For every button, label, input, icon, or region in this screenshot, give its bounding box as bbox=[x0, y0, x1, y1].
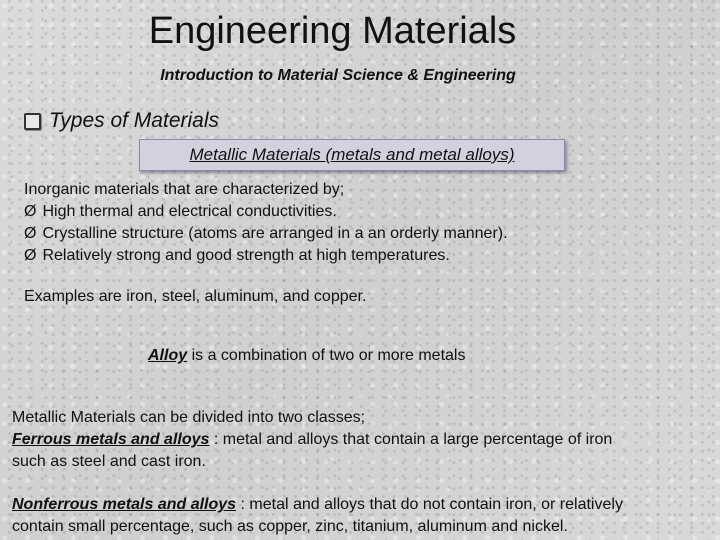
nonferrous-definition: : metal and alloys that do not contain iron, or relatively bbox=[236, 496, 623, 513]
classes-intro: Metallic Materials can be divided into two classes; bbox=[12, 409, 366, 426]
section-header bbox=[24, 109, 219, 133]
bullet-text: Relatively strong and good strength at high temperatures. bbox=[42, 247, 450, 264]
characterization-block bbox=[24, 179, 508, 267]
alloy-definition-text: is a combination of two or more metals bbox=[187, 347, 466, 364]
nonferrous-definition-cont: contain small percentage, such as copper, zinc, titanium, aluminum and nickel. bbox=[12, 518, 568, 535]
alloy-definition bbox=[148, 347, 465, 365]
list-item bbox=[24, 245, 508, 267]
slide-title: Engineering Materials bbox=[148, 10, 517, 52]
characterization-intro: Inorganic materials that are characterized by; bbox=[24, 181, 345, 198]
classes-block bbox=[12, 407, 612, 473]
ferrous-term: Ferrous metals and alloys bbox=[12, 431, 210, 448]
arrow-bullet-icon: Ø bbox=[24, 247, 37, 264]
slide-subtitle: Introduction to Material Science & Engineering bbox=[160, 67, 516, 84]
list-item bbox=[24, 223, 508, 245]
metallic-materials-banner bbox=[139, 139, 565, 171]
nonferrous-line bbox=[12, 494, 623, 516]
banner-label: Metallic Materials (metals and metal alloys) bbox=[189, 145, 515, 164]
arrow-bullet-icon: Ø bbox=[24, 225, 37, 242]
list-item bbox=[24, 201, 508, 223]
ferrous-line bbox=[12, 429, 612, 451]
nonferrous-term: Nonferrous metals and alloys bbox=[12, 496, 237, 513]
examples-text: Examples are iron, steel, aluminum, and copper. bbox=[24, 288, 367, 305]
ferrous-definition-cont: such as steel and cast iron. bbox=[12, 453, 206, 470]
bullet-text: High thermal and electrical conductivities. bbox=[42, 203, 337, 220]
checkbox-bullet-icon bbox=[24, 113, 41, 130]
bullet-text: Crystalline structure (atoms are arranged in a an orderly manner). bbox=[42, 225, 508, 242]
arrow-bullet-icon: Ø bbox=[24, 203, 37, 220]
alloy-term: Alloy bbox=[148, 347, 188, 364]
ferrous-definition: : metal and alloys that contain a large percentage of iron bbox=[209, 431, 613, 448]
section-heading: Types of Materials bbox=[49, 109, 219, 132]
nonferrous-block bbox=[12, 494, 623, 538]
